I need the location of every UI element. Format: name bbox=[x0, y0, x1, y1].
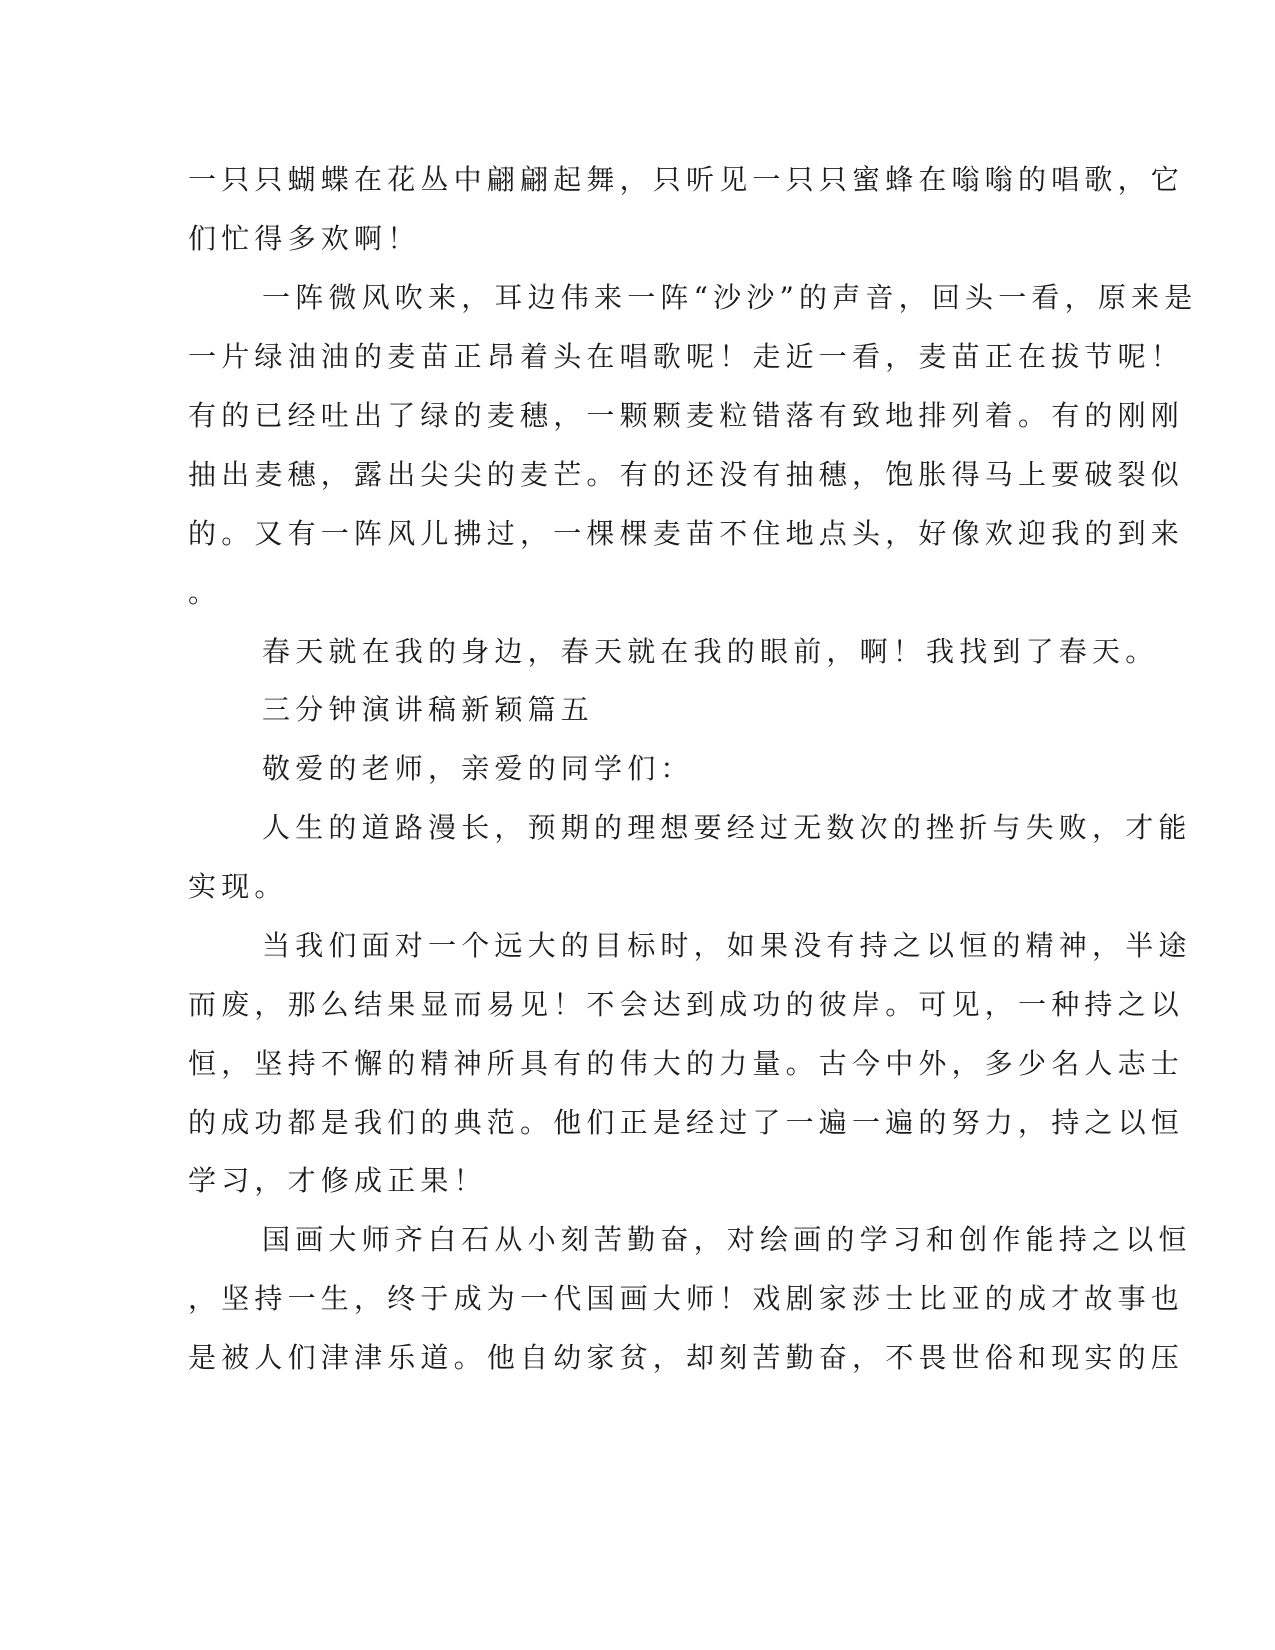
text-line: 抽出麦穗，露出尖尖的麦芒。有的还没有抽穗，饱胀得马上要破裂似 bbox=[188, 458, 1185, 491]
paragraph-start-line: 当我们面对一个远大的目标时，如果没有持之以恒的精神，半途 bbox=[262, 929, 1192, 962]
text-line: 一片绿油油的麦苗正昂着头在唱歌呢！走近一看，麦苗正在拔节呢！ bbox=[188, 340, 1185, 373]
paragraph-start-line: 人生的道路漫长，预期的理想要经过无数次的挫折与失败，才能 bbox=[262, 811, 1192, 844]
section-heading: 三分钟演讲稿新颖篇五 bbox=[262, 693, 595, 726]
text-line: 的成功都是我们的典范。他们正是经过了一遍一遍的努力，持之以恒 bbox=[188, 1106, 1185, 1139]
text-line: 的。又有一阵风儿拂过，一棵棵麦苗不住地点头，好像欢迎我的到来 bbox=[188, 517, 1185, 550]
text-line: 们忙得多欢啊！ bbox=[188, 222, 421, 255]
text-line: 学习，才修成正果！ bbox=[188, 1164, 487, 1197]
paragraph-start-line: 春天就在我的身边，春天就在我的眼前，啊！我找到了春天。 bbox=[262, 635, 1159, 668]
text-line: 是被人们津津乐道。他自幼家贫，却刻苦勤奋，不畏世俗和现实的压 bbox=[188, 1341, 1185, 1374]
paragraph-start-line: 一阵微风吹来，耳边伟来一阵“沙沙”的声音，回头一看，原来是 bbox=[262, 281, 1198, 314]
paragraph-start-line: 国画大师齐白石从小刻苦勤奋，对绘画的学习和创作能持之以恒 bbox=[262, 1223, 1192, 1256]
text-line: 恒，坚持不懈的精神所具有的伟大的力量。古今中外，多少名人志士 bbox=[188, 1047, 1185, 1080]
salutation: 敬爱的老师，亲爱的同学们： bbox=[262, 752, 694, 785]
text-line: 一只只蝴蝶在花丛中翩翩起舞，只听见一只只蜜蜂在嗡嗡的唱歌，它 bbox=[188, 163, 1185, 196]
text-line: 而废，那么结果显而易见！不会达到成功的彼岸。可见，一种持之以 bbox=[188, 988, 1185, 1021]
text-line: 实现。 bbox=[188, 870, 288, 903]
text-line: 有的已经吐出了绿的麦穗，一颗颗麦粒错落有致地排列着。有的刚刚 bbox=[188, 399, 1185, 432]
text-line: 。 bbox=[188, 576, 222, 609]
text-line: ，坚持一生，终于成为一代国画大师！戏剧家莎士比亚的成才故事也 bbox=[188, 1282, 1185, 1315]
